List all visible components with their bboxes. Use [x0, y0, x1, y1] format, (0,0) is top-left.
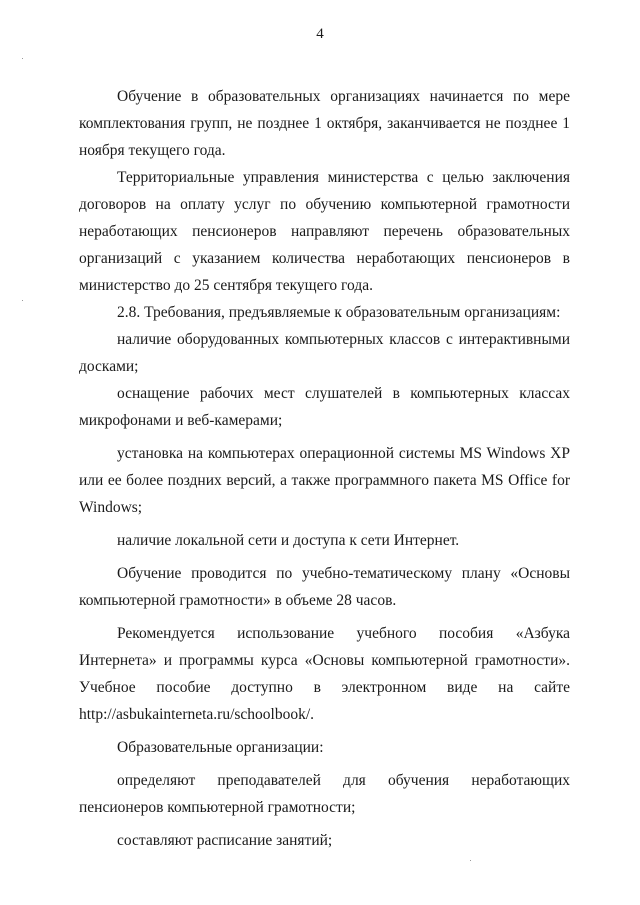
paragraph-organizations-heading: Образовательные организации:	[117, 739, 324, 756]
paragraph-teachers: определяют преподавателей для обучения неработающих пенсионеров компьютерной грамотности;	[79, 772, 570, 816]
paragraph-operating-system: установка на компьютерах операционной системы MS Windows XP или ее более поздних версий, а также программного пакета MS Office for Windows;	[79, 445, 570, 516]
scan-speck	[22, 300, 23, 301]
paragraph-training-start: Обучение в образовательных организациях начинается по мере комплектования групп, не позднее 1 октября, заканчивается не позднее 1 ноября текущего года.	[79, 88, 570, 159]
paragraph-network: наличие локальной сети и доступа к сети Интернет.	[117, 532, 460, 549]
paragraph-curriculum: Обучение проводится по учебно-тематическому плану «Основы компьютерной грамотности» в объеме 28 часов.	[79, 565, 570, 609]
paragraph-workstations: оснащение рабочих мест слушателей в компьютерных классах микрофонами и веб-камерами;	[79, 385, 570, 429]
paragraph-schedule: составляют расписание занятий;	[117, 832, 333, 849]
scan-speck	[22, 58, 23, 59]
paragraph-territorial-offices: Территориальные управления министерства с целью заключения договоров на оплату услуг по обучению компьютерной грамотности неработающих пенсионеров направляют перечень образовательных организаций с указанием количества неработающих пенсионеров в министерство до 25 сентября текущего года.	[79, 169, 570, 294]
document-body	[79, 83, 570, 860]
paragraph-requirements-heading: 2.8. Требования, предъявляемые к образовательным организациям:	[117, 304, 561, 321]
scan-speck	[470, 860, 471, 861]
paragraph-computer-classes: наличие оборудованных компьютерных классов с интерактивными досками;	[79, 331, 570, 375]
paragraph-textbook: Рекомендуется использование учебного пособия «Азбука Интернета» и программы курса «Основы компьютерной грамотности». Учебное пособие доступно в электронном виде на сайте http://asbukainterneta.ru/schoolbook/.	[79, 625, 570, 723]
page-number: 4	[316, 26, 324, 42]
